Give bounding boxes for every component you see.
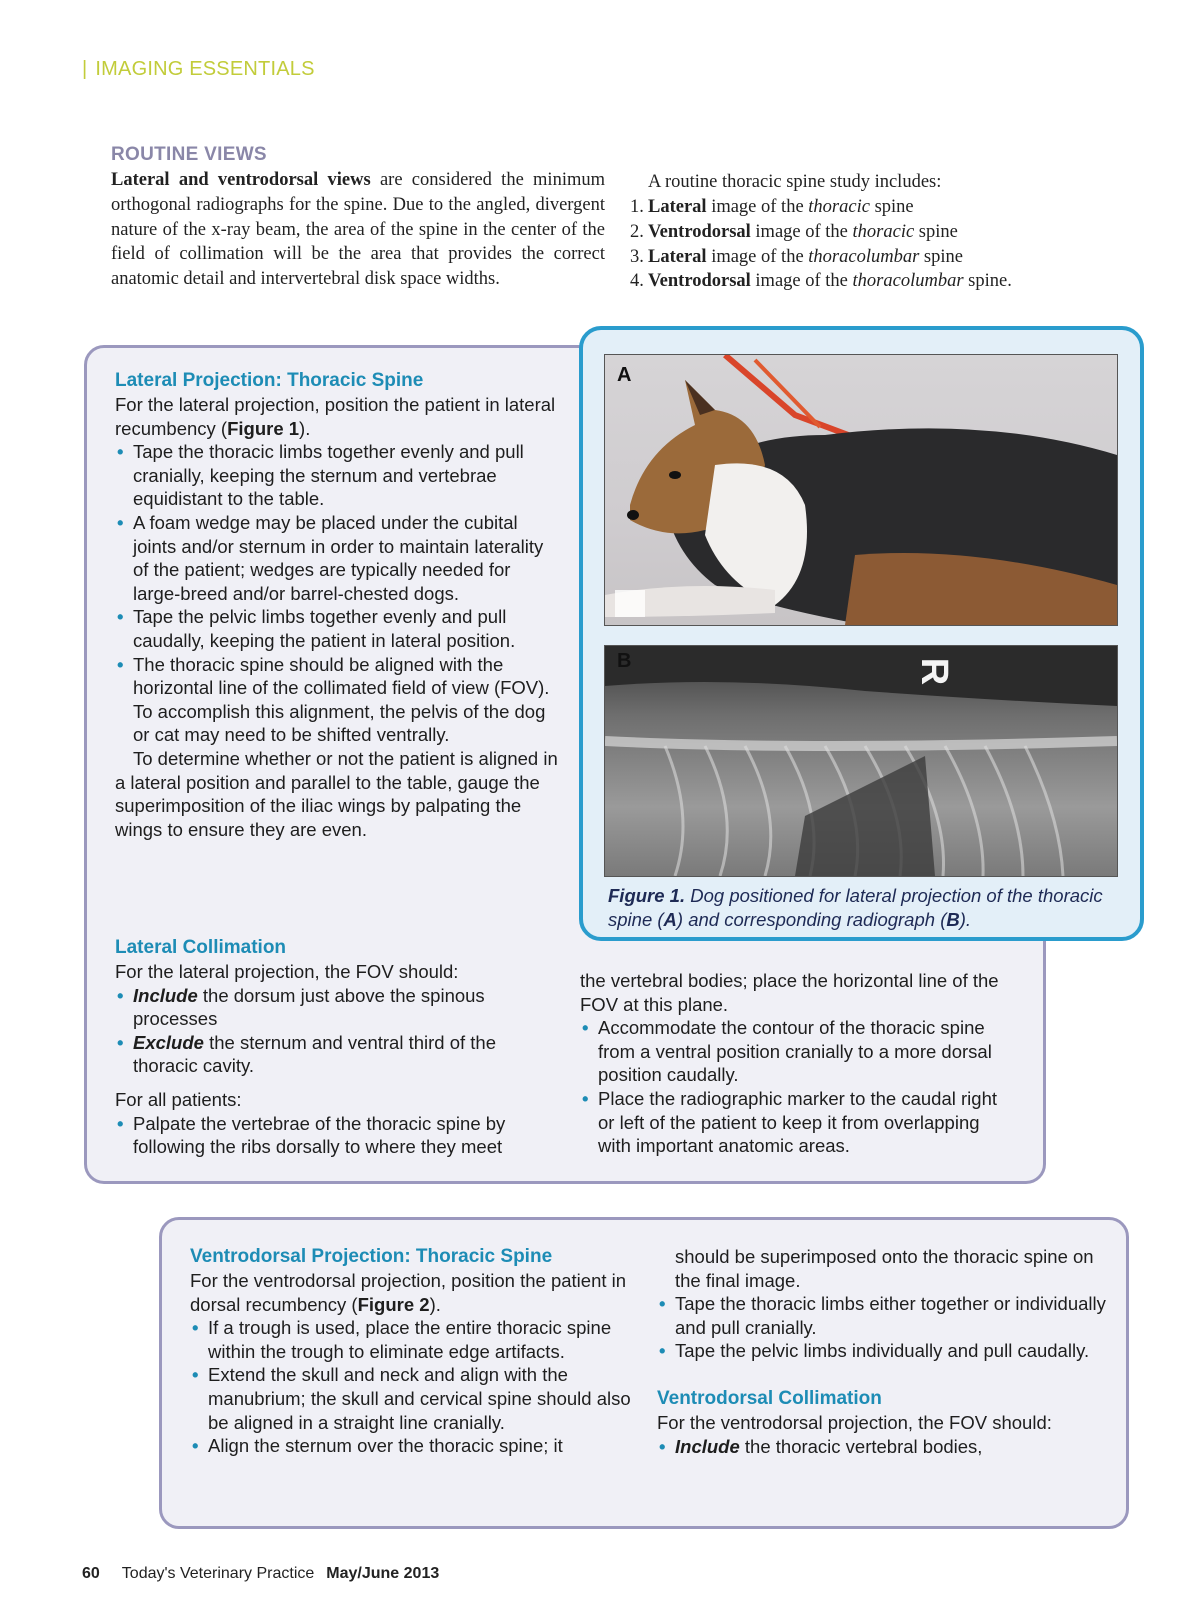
issue-date: May/June 2013: [326, 1565, 440, 1582]
dog-illustration: [605, 355, 1117, 625]
ventrodorsal-collimation-list: [657, 1435, 1107, 1459]
lateral-collimation-heading: Lateral Collimation: [115, 937, 287, 958]
lateral-collimation-section: [115, 936, 560, 1159]
radiograph-image: [604, 645, 1118, 877]
list-item: • Palpate the vertebrae of the thoracic spine by following the ribs dorsally to where they meet: [115, 1112, 560, 1159]
lateral-collimation-list-right: [580, 1016, 1000, 1158]
continued-text: the vertebral bodies; place the horizontal line of the FOV at this plane.: [580, 970, 999, 1015]
section-header: [82, 58, 315, 81]
lateral-collimation-intro: For the lateral projection, the FOV should:: [115, 961, 459, 982]
study-list-item: 3. Lateral image of the thoracolumbar spine: [630, 246, 963, 267]
lateral-projection-section: [115, 369, 560, 841]
lateral-closing-paragraph: To determine whether or not the patient is aligned in a lateral position and parallel to the table, gauge the superimposition of the iliac wings by palpating the wings to ensure they are even.: [115, 747, 558, 840]
ventrodorsal-collimation-intro: For the ventrodorsal projection, the FOV should:: [657, 1411, 1052, 1433]
routine-views-heading: ROUTINE VIEWS: [111, 144, 267, 165]
ventrodorsal-continued: [657, 1245, 1107, 1458]
ventrodorsal-list: [190, 1316, 635, 1458]
figure-caption: Figure 1. Dog positioned for lateral projection of the thoracic spine (A) and corresponding radiograph (B).: [608, 885, 1103, 930]
study-intro: A routine thoracic spine study includes:: [648, 172, 942, 192]
study-list-item: 2. Ventrodorsal image of the thoracic spine: [630, 221, 958, 242]
list-item: • Extend the skull and neck and align with the manubrium; the skull and cervical spine should also be aligned in a straight line cranially.: [190, 1363, 635, 1434]
lateral-projection-heading: Lateral Projection: Thoracic Spine: [115, 370, 424, 391]
list-item: • Exclude the sternum and ventral third of the thoracic cavity.: [115, 1031, 560, 1078]
list-item: • Tape the thoracic limbs together evenly and pull cranially, keeping the sternum and vertebrae equidistant to the table.: [115, 440, 560, 511]
list-item: • A foam wedge may be placed under the cubital joints and/or sternum in order to maintain laterality of the patient; wedges are typically needed for large-breed and/or barrel-chested dogs.: [115, 511, 560, 605]
section-title: IMAGING ESSENTIALS: [95, 58, 315, 80]
study-list: [630, 195, 1012, 294]
ventrodorsal-intro: For the ventrodorsal projection, position the patient in dorsal recumbency (Figure 2).: [190, 1270, 627, 1315]
radiograph-illustration: [605, 646, 1117, 876]
ventrodorsal-collimation-heading: Ventrodorsal Collimation: [657, 1387, 882, 1409]
routine-views-paragraph: [111, 168, 605, 292]
ventrodorsal-list-right: [657, 1292, 1107, 1363]
lateral-collimation-list: [115, 984, 560, 1078]
lateral-projection-list: [115, 440, 560, 747]
list-item: • Include the dorsum just above the spinous processes: [115, 984, 560, 1031]
section-bar: |: [82, 58, 88, 80]
lateral-projection-intro: For the lateral projection, position the patient in lateral recumbency (Figure 1).: [115, 394, 556, 439]
study-list-item: 1. Lateral image of the thoracic spine: [630, 197, 914, 217]
list-item: • Align the sternum over the thoracic spine; it: [190, 1434, 635, 1458]
page-number: 60: [82, 1565, 100, 1582]
panel-label-a: A: [617, 364, 632, 386]
all-patients-label: For all patients:: [115, 1088, 242, 1110]
radiograph-marker: R: [913, 657, 956, 686]
panel-label-b: B: [617, 650, 632, 672]
ventrodorsal-projection-heading: Ventrodorsal Projection: Thoracic Spine: [190, 1246, 553, 1267]
page-footer: [82, 1565, 439, 1583]
publication-name: Today's Veterinary Practice: [121, 1565, 315, 1582]
list-item: • Accommodate the contour of the thoracic spine from a ventral position cranially to a more dorsal position caudally.: [580, 1016, 1000, 1087]
ventrodorsal-projection-section: [190, 1245, 635, 1458]
all-patients-list: [115, 1112, 560, 1159]
list-item: • The thoracic spine should be aligned with the horizontal line of the collimated field of view (FOV). To accomplish this alignment, the pelvis of the dog or cat may need to be shifted ventrally.: [115, 653, 560, 747]
list-item: • If a trough is used, place the entire thoracic spine within the trough to eliminate edge artifacts.: [190, 1316, 635, 1363]
routine-views-text: are considered the minimum orthogonal radiographs for the spine. Due to the angled, divergent nature of the x-ray beam, the area of the spine in the center of the field of collimation will be the area that provides the correct anatomic detail and intervertebral disk space widths.: [111, 170, 605, 290]
list-item: • Tape the pelvic limbs individually and pull caudally.: [657, 1339, 1107, 1363]
routine-views-bold: Lateral and ventrodorsal views: [111, 170, 371, 190]
continued-text: should be superimposed onto the thoracic spine on the final image.: [675, 1246, 1094, 1291]
study-list-item: 4. Ventrodorsal image of the thoracolumbar spine.: [630, 271, 1012, 292]
dog-positioning-photo: [604, 354, 1118, 626]
list-item: • Include the thoracic vertebral bodies,: [657, 1435, 1107, 1459]
list-item: • Place the radiographic marker to the caudal right or left of the patient to keep it from overlapping with important anatomic areas.: [580, 1087, 1000, 1158]
list-item: • Tape the pelvic limbs together evenly and pull caudally, keeping the patient in lateral position.: [115, 605, 560, 652]
list-item: • Tape the thoracic limbs either together or individually and pull cranially.: [657, 1292, 1107, 1339]
lateral-collimation-continued: [580, 969, 1000, 1158]
